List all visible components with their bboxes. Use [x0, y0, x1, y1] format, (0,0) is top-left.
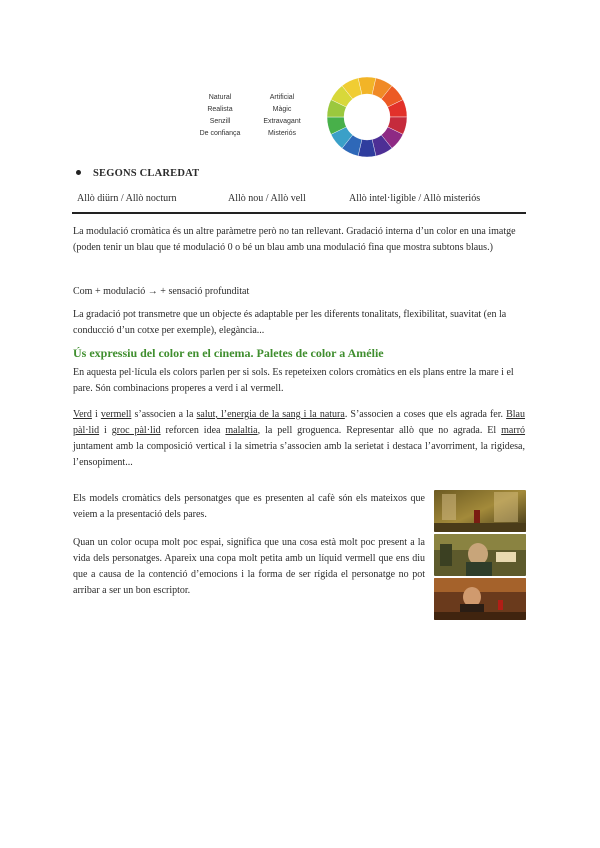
label-natural: Natural — [208, 94, 232, 101]
pair-intelligible-mysterious: Allò intel·ligible / Allò misteriós — [349, 193, 481, 204]
label-realista: Realista — [207, 106, 233, 113]
term-blau-palid: Blau pàl·lid — [73, 409, 525, 436]
paragraph-depth: Com + modulació → + sensació profunditat — [73, 286, 250, 297]
paragraph-modulation: La modulació cromàtica és un altre paràmetre però no tan rellevant. Gradació interna d’un color en una imatge (poden tenir un blau que té modulació 0 o bé un blau amb una modulació fina que mostra subtons blaus.) — [73, 226, 516, 253]
bullet-icon — [76, 170, 81, 175]
label-artificial: Artificial — [269, 94, 295, 101]
wheel-labels-right — [252, 92, 312, 140]
label-magic: Màgic — [272, 106, 292, 113]
label-confianca: De confiança — [199, 130, 241, 137]
paragraph-film: En aquesta pel·lícula els colors parlen per si sols. Es repeteixen colors cromàtics en els plans entre la mare i el pare. Són combinacions properes a verd i al vermell. — [73, 367, 514, 394]
term-vermell: vermell — [100, 409, 132, 420]
term-marro: marró — [501, 425, 526, 436]
label-misterios: Misteriós — [267, 130, 296, 137]
paragraph-cafe: Els models cromàtics dels personatges que es presenten al cafè són els mateixos que veiem a la presentació dels pares. — [73, 493, 425, 520]
pair-day-night: Allò diürn / Allò nocturn — [77, 193, 177, 204]
color-wheel-image — [326, 76, 408, 158]
film-still-cafe — [434, 490, 526, 532]
divider-line — [72, 212, 526, 214]
section-bullet — [76, 168, 199, 179]
paragraph-small-color: Quan un color ocupa molt poc espai, significa que una cosa està molt poc present a la vida dels personatges. Apareix una copa molt petita amb un líquid vermell que ens diu que a causa de la contenció d’emocions i la forma de ser rígida el personatge no pot arribar a ser un bon escriptor. — [73, 537, 425, 596]
section-heading: Ús expressiu del color en el cinema. Paletes de color a Amélie — [73, 346, 384, 360]
film-still-cup — [434, 578, 526, 620]
term-verd: Verd — [73, 409, 92, 420]
paragraph-colors: Verd i vermell s’associen a la salut, l’energia de la sang i la natura. S’associen a coses que els agrada fer. Blau pàl·lid i groc pàl·lid reforcen idea malaltia, la pell groguenca. Representar allò que no agrada. El marró juntament amb la composició vertical i la simetria s’associen amb la serietat i destaca l’avorriment, la rigidesa, l’ensopiment... — [73, 409, 526, 468]
film-still-parents — [434, 534, 526, 576]
paragraph-gradation: La gradació pot transmetre que un objecte és adaptable per les diferents tonalitats, flexibilitat, suavitat (en la conducció d’un cotxe per exemple), elegància... — [73, 309, 507, 336]
label-senzill: Senzill — [209, 118, 231, 125]
section-bullet-text: SEGONS CLAREDAT — [93, 168, 200, 179]
term-malaltia: malaltia — [225, 425, 258, 436]
term-groc-palid: groc pàl·lid — [111, 425, 161, 436]
label-extravagant: Extravagant — [263, 118, 301, 125]
pair-new-old: Allò nou / Allò vell — [228, 193, 306, 204]
term-salut: salut, l’energia de la sang i la natura — [196, 409, 345, 420]
wheel-labels-left — [190, 92, 250, 140]
